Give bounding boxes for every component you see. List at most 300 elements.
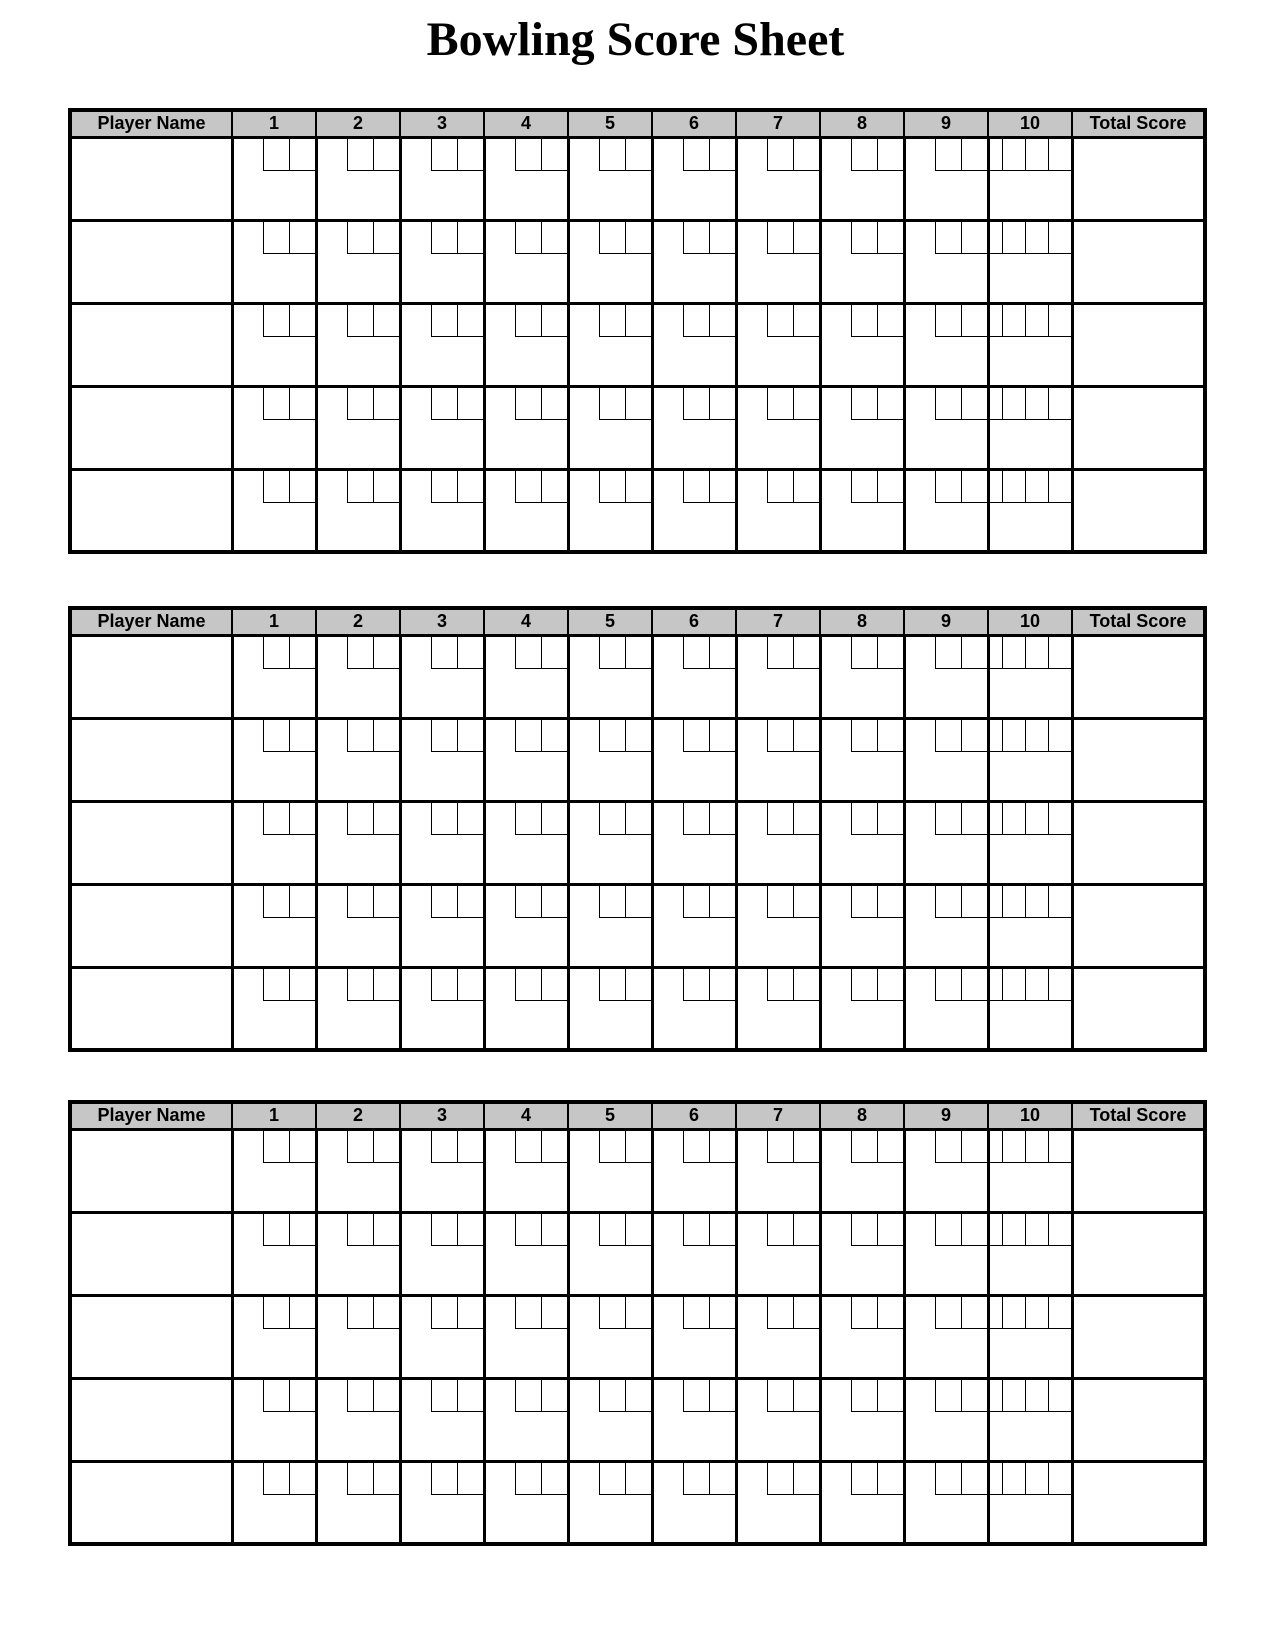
frame-cell-1[interactable]	[232, 220, 316, 303]
ball-box-1[interactable]	[851, 969, 877, 1001]
frame-cell-3[interactable]	[400, 1129, 484, 1212]
ball-box-1[interactable]	[431, 388, 457, 420]
ball-box-1[interactable]	[851, 1463, 877, 1495]
ball-box-1[interactable]	[767, 969, 793, 1001]
ball-box-1[interactable]	[683, 803, 709, 835]
frame-cell-9[interactable]	[904, 801, 988, 884]
frame-cell-4[interactable]	[484, 137, 568, 220]
frame-cell-10[interactable]	[988, 718, 1072, 801]
ball-box-2[interactable]	[289, 637, 315, 669]
ball-box-1[interactable]	[599, 803, 625, 835]
frame-cell-5[interactable]	[568, 1295, 652, 1378]
frame-cell-1[interactable]	[232, 1212, 316, 1295]
ball-box-2[interactable]	[541, 1380, 567, 1412]
ball-box-1[interactable]	[347, 1297, 373, 1329]
ball-box-1[interactable]	[935, 720, 961, 752]
ball-box-2[interactable]	[373, 305, 399, 337]
ball-box-1[interactable]	[263, 305, 289, 337]
ball-box-2[interactable]	[289, 886, 315, 918]
frame-cell-1[interactable]	[232, 386, 316, 469]
ball-box-1[interactable]	[683, 637, 709, 669]
ball-box-1[interactable]	[935, 388, 961, 420]
ball-box-2[interactable]	[289, 720, 315, 752]
ball-box-1[interactable]	[515, 471, 541, 503]
frame-cell-9[interactable]	[904, 469, 988, 552]
ball-box-1[interactable]	[599, 222, 625, 254]
ball-box-1[interactable]	[515, 1380, 541, 1412]
frame-cell-8[interactable]	[820, 1129, 904, 1212]
ball-box-2[interactable]	[541, 471, 567, 503]
frame-cell-7[interactable]	[736, 137, 820, 220]
ball-box-2[interactable]	[1025, 222, 1048, 253]
ball-box-1[interactable]	[263, 720, 289, 752]
ball-box-2[interactable]	[457, 471, 483, 503]
ball-box-2[interactable]	[541, 1297, 567, 1329]
ball-box-1[interactable]	[263, 139, 289, 171]
frame-cell-4[interactable]	[484, 220, 568, 303]
ball-box-2[interactable]	[1025, 720, 1048, 751]
ball-box-2[interactable]	[373, 471, 399, 503]
ball-box-2[interactable]	[1025, 1214, 1048, 1245]
ball-box-2[interactable]	[625, 1214, 651, 1246]
ball-box-1[interactable]	[935, 1463, 961, 1495]
ball-box-2[interactable]	[289, 305, 315, 337]
ball-box-1[interactable]	[515, 222, 541, 254]
frame-cell-3[interactable]	[400, 635, 484, 718]
ball-box-1[interactable]	[851, 471, 877, 503]
ball-box-2[interactable]	[457, 803, 483, 835]
frame-cell-2[interactable]	[316, 718, 400, 801]
ball-box-2[interactable]	[457, 1380, 483, 1412]
ball-box-2[interactable]	[289, 1297, 315, 1329]
ball-box-1[interactable]	[515, 305, 541, 337]
ball-box-1[interactable]	[767, 1380, 793, 1412]
frame-cell-5[interactable]	[568, 1461, 652, 1544]
player-name-cell[interactable]	[70, 884, 232, 967]
ball-box-1[interactable]	[515, 886, 541, 918]
ball-box-2[interactable]	[541, 388, 567, 420]
ball-box-1[interactable]	[1002, 1214, 1025, 1245]
frame-cell-2[interactable]	[316, 220, 400, 303]
frame-cell-1[interactable]	[232, 1129, 316, 1212]
ball-box-1[interactable]	[263, 1214, 289, 1246]
frame-cell-1[interactable]	[232, 469, 316, 552]
ball-box-1[interactable]	[935, 803, 961, 835]
frame-cell-9[interactable]	[904, 137, 988, 220]
ball-box-1[interactable]	[347, 388, 373, 420]
ball-box-2[interactable]	[457, 1214, 483, 1246]
ball-box-2[interactable]	[289, 471, 315, 503]
ball-box-3[interactable]	[1048, 637, 1071, 668]
ball-box-1[interactable]	[263, 969, 289, 1001]
frame-cell-9[interactable]	[904, 1212, 988, 1295]
ball-box-1[interactable]	[431, 637, 457, 669]
ball-box-2[interactable]	[877, 1214, 903, 1246]
frame-cell-7[interactable]	[736, 801, 820, 884]
ball-box-1[interactable]	[851, 637, 877, 669]
ball-box-1[interactable]	[599, 1214, 625, 1246]
ball-box-2[interactable]	[625, 222, 651, 254]
frame-cell-4[interactable]	[484, 1212, 568, 1295]
ball-box-1[interactable]	[347, 637, 373, 669]
ball-box-1[interactable]	[935, 471, 961, 503]
frame-cell-4[interactable]	[484, 801, 568, 884]
frame-cell-5[interactable]	[568, 469, 652, 552]
ball-box-2[interactable]	[457, 637, 483, 669]
ball-box-1[interactable]	[347, 1131, 373, 1163]
ball-box-2[interactable]	[709, 1297, 735, 1329]
frame-cell-9[interactable]	[904, 967, 988, 1050]
frame-cell-3[interactable]	[400, 386, 484, 469]
frame-cell-7[interactable]	[736, 220, 820, 303]
frame-cell-6[interactable]	[652, 801, 736, 884]
frame-cell-4[interactable]	[484, 303, 568, 386]
frame-cell-5[interactable]	[568, 1378, 652, 1461]
ball-box-1[interactable]	[263, 1463, 289, 1495]
frame-cell-2[interactable]	[316, 1129, 400, 1212]
ball-box-1[interactable]	[263, 222, 289, 254]
ball-box-3[interactable]	[1048, 803, 1071, 834]
ball-box-1[interactable]	[263, 1297, 289, 1329]
frame-cell-9[interactable]	[904, 1129, 988, 1212]
ball-box-2[interactable]	[625, 803, 651, 835]
ball-box-2[interactable]	[793, 886, 819, 918]
ball-box-2[interactable]	[457, 969, 483, 1001]
ball-box-2[interactable]	[289, 1214, 315, 1246]
frame-cell-2[interactable]	[316, 137, 400, 220]
ball-box-3[interactable]	[1048, 720, 1071, 751]
ball-box-2[interactable]	[541, 969, 567, 1001]
frame-cell-4[interactable]	[484, 884, 568, 967]
ball-box-2[interactable]	[289, 139, 315, 171]
frame-cell-10[interactable]	[988, 469, 1072, 552]
ball-box-1[interactable]	[1002, 637, 1025, 668]
ball-box-1[interactable]	[263, 1131, 289, 1163]
ball-box-2[interactable]	[961, 803, 987, 835]
total-score-cell[interactable]	[1072, 469, 1205, 552]
ball-box-2[interactable]	[877, 222, 903, 254]
frame-cell-7[interactable]	[736, 718, 820, 801]
frame-cell-6[interactable]	[652, 718, 736, 801]
ball-box-1[interactable]	[599, 471, 625, 503]
ball-box-1[interactable]	[935, 1297, 961, 1329]
frame-cell-8[interactable]	[820, 137, 904, 220]
frame-cell-4[interactable]	[484, 386, 568, 469]
frame-cell-9[interactable]	[904, 220, 988, 303]
ball-box-2[interactable]	[709, 222, 735, 254]
ball-box-2[interactable]	[457, 222, 483, 254]
ball-box-1[interactable]	[1002, 388, 1025, 419]
ball-box-1[interactable]	[347, 139, 373, 171]
ball-box-1[interactable]	[347, 886, 373, 918]
ball-box-2[interactable]	[793, 1380, 819, 1412]
frame-cell-3[interactable]	[400, 1378, 484, 1461]
ball-box-2[interactable]	[793, 637, 819, 669]
ball-box-2[interactable]	[877, 1131, 903, 1163]
frame-cell-10[interactable]	[988, 1378, 1072, 1461]
ball-box-2[interactable]	[541, 886, 567, 918]
ball-box-2[interactable]	[1025, 886, 1048, 917]
frame-cell-1[interactable]	[232, 884, 316, 967]
ball-box-1[interactable]	[1002, 1131, 1025, 1162]
frame-cell-6[interactable]	[652, 967, 736, 1050]
ball-box-1[interactable]	[1002, 969, 1025, 1000]
player-name-cell[interactable]	[70, 137, 232, 220]
ball-box-2[interactable]	[961, 886, 987, 918]
ball-box-2[interactable]	[541, 720, 567, 752]
ball-box-2[interactable]	[709, 139, 735, 171]
ball-box-2[interactable]	[457, 139, 483, 171]
ball-box-2[interactable]	[877, 388, 903, 420]
frame-cell-6[interactable]	[652, 884, 736, 967]
ball-box-1[interactable]	[263, 471, 289, 503]
frame-cell-4[interactable]	[484, 1295, 568, 1378]
ball-box-1[interactable]	[683, 1131, 709, 1163]
ball-box-1[interactable]	[767, 305, 793, 337]
frame-cell-9[interactable]	[904, 718, 988, 801]
ball-box-2[interactable]	[877, 803, 903, 835]
frame-cell-7[interactable]	[736, 386, 820, 469]
ball-box-2[interactable]	[709, 803, 735, 835]
ball-box-1[interactable]	[935, 139, 961, 171]
ball-box-1[interactable]	[263, 637, 289, 669]
ball-box-1[interactable]	[1002, 1380, 1025, 1411]
frame-cell-8[interactable]	[820, 469, 904, 552]
frame-cell-1[interactable]	[232, 1378, 316, 1461]
ball-box-1[interactable]	[935, 305, 961, 337]
frame-cell-7[interactable]	[736, 967, 820, 1050]
frame-cell-10[interactable]	[988, 884, 1072, 967]
ball-box-2[interactable]	[373, 1380, 399, 1412]
ball-box-2[interactable]	[793, 471, 819, 503]
frame-cell-1[interactable]	[232, 303, 316, 386]
ball-box-2[interactable]	[793, 222, 819, 254]
ball-box-1[interactable]	[1002, 305, 1025, 336]
total-score-cell[interactable]	[1072, 386, 1205, 469]
ball-box-2[interactable]	[625, 886, 651, 918]
player-name-cell[interactable]	[70, 967, 232, 1050]
player-name-cell[interactable]	[70, 469, 232, 552]
ball-box-2[interactable]	[457, 1463, 483, 1495]
ball-box-1[interactable]	[599, 1463, 625, 1495]
ball-box-2[interactable]	[289, 803, 315, 835]
frame-cell-9[interactable]	[904, 386, 988, 469]
ball-box-2[interactable]	[709, 1380, 735, 1412]
player-name-cell[interactable]	[70, 1212, 232, 1295]
ball-box-1[interactable]	[431, 1214, 457, 1246]
ball-box-2[interactable]	[961, 1214, 987, 1246]
ball-box-1[interactable]	[683, 1297, 709, 1329]
player-name-cell[interactable]	[70, 635, 232, 718]
ball-box-1[interactable]	[515, 803, 541, 835]
ball-box-1[interactable]	[935, 1380, 961, 1412]
frame-cell-3[interactable]	[400, 967, 484, 1050]
frame-cell-3[interactable]	[400, 469, 484, 552]
frame-cell-6[interactable]	[652, 1212, 736, 1295]
total-score-cell[interactable]	[1072, 1129, 1205, 1212]
ball-box-1[interactable]	[263, 1380, 289, 1412]
ball-box-2[interactable]	[289, 969, 315, 1001]
ball-box-3[interactable]	[1048, 1214, 1071, 1245]
ball-box-2[interactable]	[1025, 969, 1048, 1000]
ball-box-1[interactable]	[1002, 1297, 1025, 1328]
frame-cell-6[interactable]	[652, 469, 736, 552]
ball-box-1[interactable]	[767, 222, 793, 254]
ball-box-2[interactable]	[541, 1463, 567, 1495]
ball-box-1[interactable]	[851, 803, 877, 835]
frame-cell-8[interactable]	[820, 386, 904, 469]
frame-cell-10[interactable]	[988, 1212, 1072, 1295]
total-score-cell[interactable]	[1072, 635, 1205, 718]
total-score-cell[interactable]	[1072, 1378, 1205, 1461]
ball-box-1[interactable]	[851, 222, 877, 254]
ball-box-2[interactable]	[877, 1380, 903, 1412]
frame-cell-7[interactable]	[736, 469, 820, 552]
frame-cell-2[interactable]	[316, 303, 400, 386]
ball-box-3[interactable]	[1048, 1463, 1071, 1494]
ball-box-2[interactable]	[961, 1297, 987, 1329]
ball-box-1[interactable]	[683, 388, 709, 420]
ball-box-2[interactable]	[961, 1131, 987, 1163]
ball-box-3[interactable]	[1048, 139, 1071, 170]
ball-box-1[interactable]	[515, 969, 541, 1001]
ball-box-2[interactable]	[793, 969, 819, 1001]
frame-cell-9[interactable]	[904, 635, 988, 718]
ball-box-2[interactable]	[541, 1214, 567, 1246]
ball-box-2[interactable]	[961, 222, 987, 254]
frame-cell-3[interactable]	[400, 303, 484, 386]
frame-cell-5[interactable]	[568, 1212, 652, 1295]
frame-cell-8[interactable]	[820, 801, 904, 884]
player-name-cell[interactable]	[70, 718, 232, 801]
ball-box-1[interactable]	[263, 803, 289, 835]
ball-box-1[interactable]	[767, 1463, 793, 1495]
frame-cell-6[interactable]	[652, 1295, 736, 1378]
frame-cell-8[interactable]	[820, 1461, 904, 1544]
ball-box-1[interactable]	[935, 969, 961, 1001]
ball-box-2[interactable]	[961, 139, 987, 171]
ball-box-2[interactable]	[793, 1297, 819, 1329]
ball-box-2[interactable]	[541, 305, 567, 337]
ball-box-2[interactable]	[1025, 1297, 1048, 1328]
frame-cell-6[interactable]	[652, 1378, 736, 1461]
frame-cell-10[interactable]	[988, 801, 1072, 884]
ball-box-1[interactable]	[515, 139, 541, 171]
ball-box-2[interactable]	[793, 1131, 819, 1163]
frame-cell-4[interactable]	[484, 1129, 568, 1212]
ball-box-1[interactable]	[599, 388, 625, 420]
ball-box-1[interactable]	[431, 1380, 457, 1412]
frame-cell-4[interactable]	[484, 1461, 568, 1544]
frame-cell-9[interactable]	[904, 884, 988, 967]
ball-box-1[interactable]	[431, 305, 457, 337]
ball-box-1[interactable]	[683, 139, 709, 171]
ball-box-2[interactable]	[961, 305, 987, 337]
frame-cell-8[interactable]	[820, 884, 904, 967]
ball-box-2[interactable]	[793, 388, 819, 420]
total-score-cell[interactable]	[1072, 718, 1205, 801]
ball-box-1[interactable]	[851, 388, 877, 420]
ball-box-1[interactable]	[347, 222, 373, 254]
frame-cell-6[interactable]	[652, 137, 736, 220]
ball-box-1[interactable]	[515, 1131, 541, 1163]
ball-box-2[interactable]	[877, 139, 903, 171]
frame-cell-10[interactable]	[988, 137, 1072, 220]
ball-box-1[interactable]	[599, 139, 625, 171]
ball-box-2[interactable]	[625, 1463, 651, 1495]
ball-box-2[interactable]	[373, 803, 399, 835]
ball-box-2[interactable]	[709, 720, 735, 752]
ball-box-2[interactable]	[961, 388, 987, 420]
total-score-cell[interactable]	[1072, 220, 1205, 303]
frame-cell-1[interactable]	[232, 718, 316, 801]
ball-box-2[interactable]	[1025, 1131, 1048, 1162]
player-name-cell[interactable]	[70, 220, 232, 303]
frame-cell-2[interactable]	[316, 1461, 400, 1544]
frame-cell-10[interactable]	[988, 220, 1072, 303]
ball-box-1[interactable]	[935, 222, 961, 254]
ball-box-2[interactable]	[877, 471, 903, 503]
ball-box-3[interactable]	[1048, 1380, 1071, 1411]
ball-box-2[interactable]	[1025, 471, 1048, 502]
frame-cell-5[interactable]	[568, 884, 652, 967]
ball-box-1[interactable]	[431, 1297, 457, 1329]
ball-box-2[interactable]	[625, 720, 651, 752]
ball-box-2[interactable]	[1025, 388, 1048, 419]
ball-box-2[interactable]	[709, 305, 735, 337]
ball-box-1[interactable]	[1002, 886, 1025, 917]
frame-cell-5[interactable]	[568, 303, 652, 386]
player-name-cell[interactable]	[70, 386, 232, 469]
ball-box-1[interactable]	[935, 637, 961, 669]
frame-cell-5[interactable]	[568, 967, 652, 1050]
ball-box-1[interactable]	[851, 1380, 877, 1412]
ball-box-2[interactable]	[961, 637, 987, 669]
ball-box-2[interactable]	[541, 222, 567, 254]
ball-box-2[interactable]	[289, 1463, 315, 1495]
ball-box-1[interactable]	[431, 969, 457, 1001]
ball-box-3[interactable]	[1048, 969, 1071, 1000]
ball-box-2[interactable]	[541, 803, 567, 835]
frame-cell-7[interactable]	[736, 303, 820, 386]
ball-box-1[interactable]	[851, 305, 877, 337]
frame-cell-6[interactable]	[652, 220, 736, 303]
total-score-cell[interactable]	[1072, 884, 1205, 967]
player-name-cell[interactable]	[70, 801, 232, 884]
ball-box-3[interactable]	[1048, 388, 1071, 419]
frame-cell-2[interactable]	[316, 801, 400, 884]
frame-cell-4[interactable]	[484, 718, 568, 801]
ball-box-2[interactable]	[793, 139, 819, 171]
ball-box-2[interactable]	[961, 720, 987, 752]
ball-box-1[interactable]	[935, 1214, 961, 1246]
ball-box-1[interactable]	[347, 969, 373, 1001]
frame-cell-3[interactable]	[400, 801, 484, 884]
frame-cell-3[interactable]	[400, 718, 484, 801]
ball-box-1[interactable]	[599, 305, 625, 337]
ball-box-2[interactable]	[625, 637, 651, 669]
frame-cell-5[interactable]	[568, 386, 652, 469]
ball-box-2[interactable]	[373, 886, 399, 918]
ball-box-2[interactable]	[289, 1380, 315, 1412]
ball-box-2[interactable]	[625, 1297, 651, 1329]
ball-box-2[interactable]	[961, 1380, 987, 1412]
total-score-cell[interactable]	[1072, 1212, 1205, 1295]
frame-cell-5[interactable]	[568, 137, 652, 220]
frame-cell-1[interactable]	[232, 967, 316, 1050]
ball-box-1[interactable]	[347, 1214, 373, 1246]
ball-box-1[interactable]	[347, 1463, 373, 1495]
